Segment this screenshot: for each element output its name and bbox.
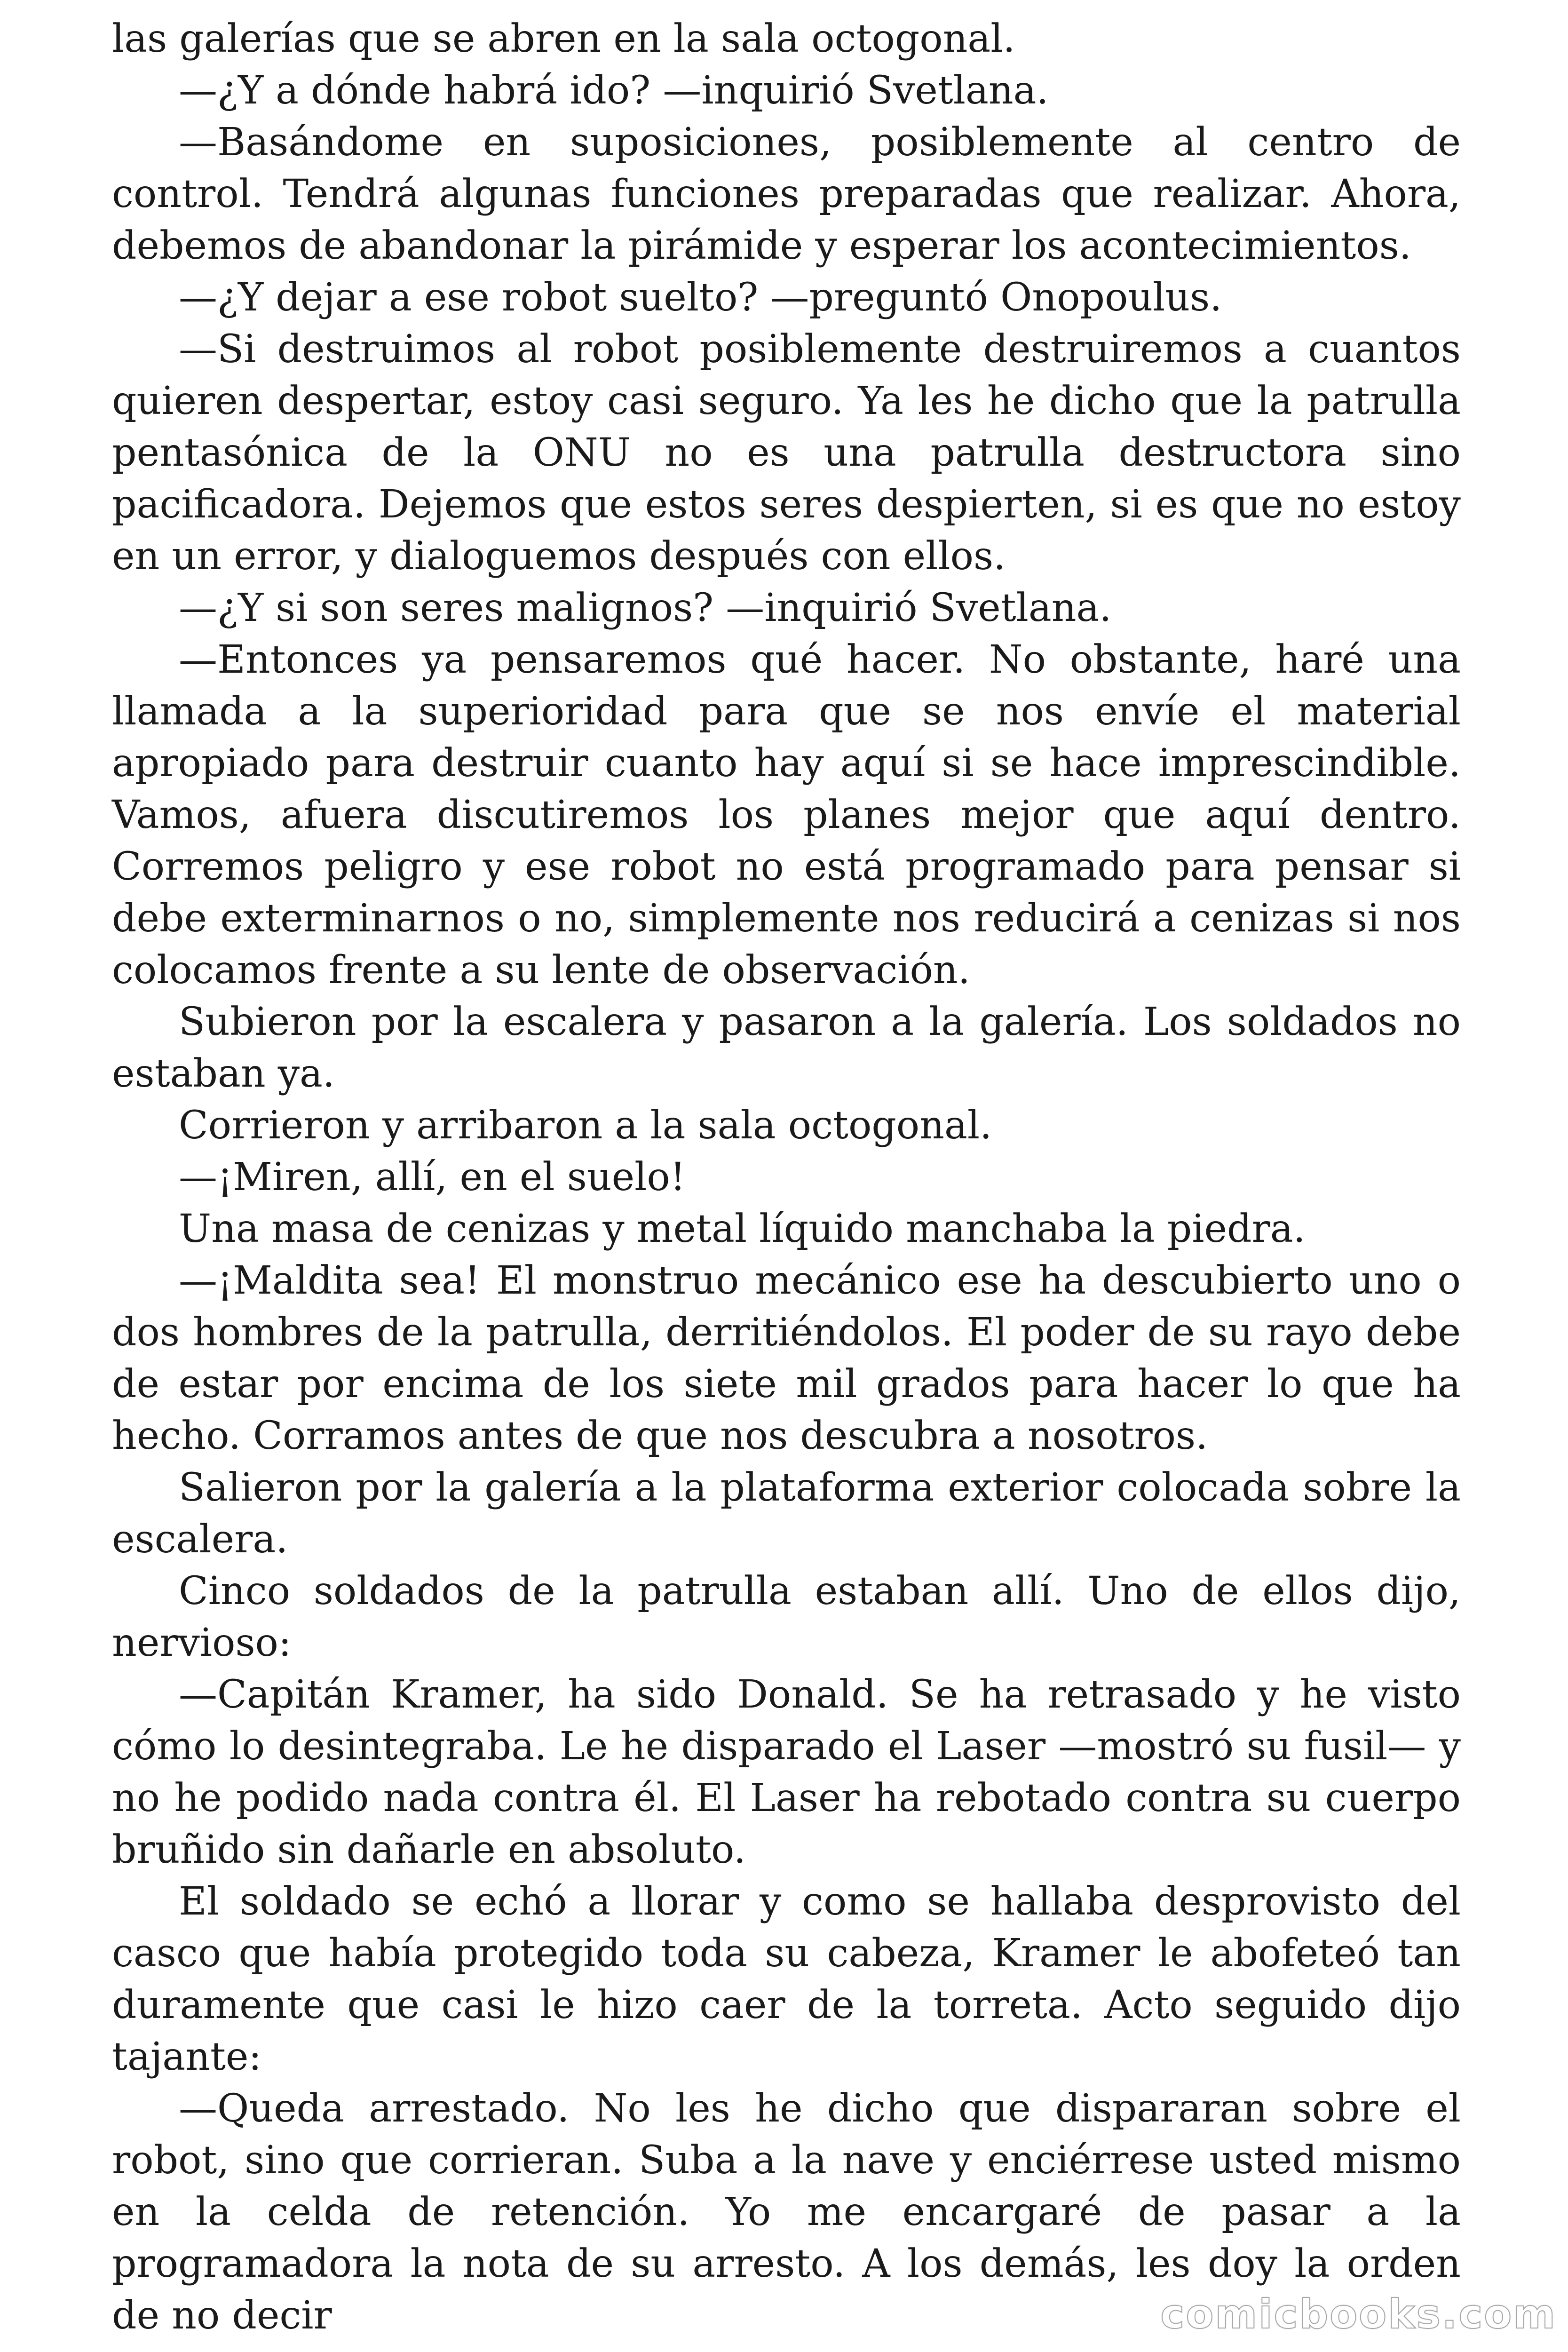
paragraph-13: Salieron por la galería a la plataforma exterior colocada sobre la escalera. <box>112 1465 1461 1562</box>
paragraph-2: —¿Y a dónde habrá ido? —inquirió Svetlana. <box>179 68 1049 113</box>
paragraph-14: Cinco soldados de la patrulla estaban allí. Uno de ellos dijo, nervioso: <box>112 1569 1461 1665</box>
paragraph-9: Corrieron y arribaron a la sala octogonal. <box>179 1103 992 1148</box>
paragraph-17: —Queda arrestado. No les he dicho que dispararan sobre el robot, sino que corrieran. Suba a la nave y enciérrese usted mismo en la celda de retención. Yo me encargaré de pasar a la programadora la nota de su arresto. A los demás, les doy la orden de no decir <box>112 2086 1461 2338</box>
paragraph-10: —¡Miren, allí, en el suelo! <box>179 1155 686 1200</box>
paragraph-4: —¿Y dejar a ese robot suelto? —preguntó Onopoulus. <box>179 275 1222 320</box>
paragraph-16: El soldado se echó a llorar y como se hallaba desprovisto del casco que había protegido toda su cabeza, Kramer le abofeteó tan duramente que casi le hizo caer de la torreta. Acto seguido dijo tajante: <box>112 1879 1461 2079</box>
paragraph-11: Una masa de cenizas y metal líquido manchaba la piedra. <box>179 1207 1306 1251</box>
paragraph-1: las galerías que se abren en la sala octogonal. <box>112 16 1015 61</box>
paragraph-5: —Si destruimos al robot posiblemente destruiremos a cuantos quieren despertar, estoy casi seguro. Ya les he dicho que la patrulla pentasónica de la ONU no es una patrulla destructora sino pacificadora. Dejemos que estos seres despierten, si es que no estoy en un error, y dialoguemos después con ellos. <box>112 327 1461 579</box>
paragraph-3: —Basándome en suposiciones, posiblemente al centro de control. Tendrá algunas funciones preparadas que realizar. Ahora, debemos de abandonar la pirámide y esperar los acontecimientos. <box>112 120 1461 268</box>
paragraph-7: —Entonces ya pensaremos qué hacer. No obstante, haré una llamada a la superioridad para que se nos envíe el material apropiado para destruir cuanto hay aquí si se hace imprescindible. Vamos, afuera discutiremos los planes mejor que aquí dentro. Corremos peligro y ese robot no está programado para pensar si debe exterminarnos o no, simplemente nos reducirá a cenizas si nos colocamos frente a su lente de observación. <box>112 637 1461 993</box>
paragraph-12: —¡Maldita sea! El monstruo mecánico ese ha descubierto uno o dos hombres de la patrulla, derritiéndolos. El poder de su rayo debe de estar por encima de los siete mil grados para hacer lo que ha hecho. Corramos antes de que nos descubra a nosotros. <box>112 1258 1461 1458</box>
paragraph-8: Subieron por la escalera y pasaron a la galería. Los soldados no estaban ya. <box>112 1000 1461 1096</box>
paragraph-6: —¿Y si son seres malignos? —inquirió Svetlana. <box>179 586 1112 630</box>
book-page-text <box>112 13 1461 2342</box>
watermark: comicbooks.com <box>1160 2291 1557 2338</box>
paragraph-15: —Capitán Kramer, ha sido Donald. Se ha retrasado y he visto cómo lo desintegraba. Le he disparado el Laser —mostró su fusil— y no he podido nada contra él. El Laser ha rebotado contra su cuerpo bruñido sin dañarle en absoluto. <box>112 1672 1461 1872</box>
